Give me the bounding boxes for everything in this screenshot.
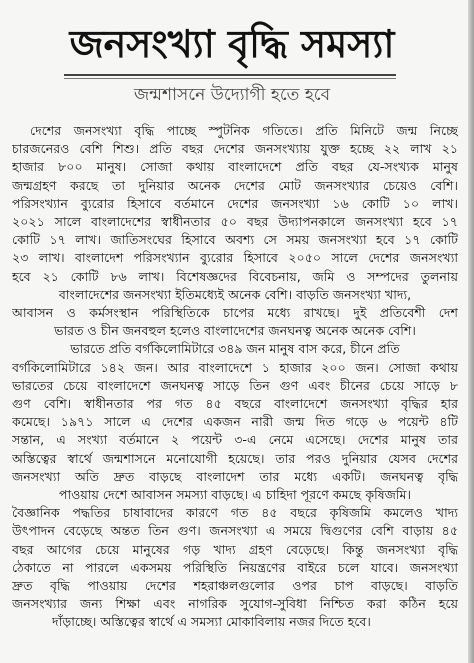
body-line: ঠেকাতে না পারলে একসময় পরিস্থিতি নিয়ন্ত্রণের বাইরে চলে যাবে। জনসংখ্যা (12, 559, 458, 575)
body-line: উৎপাদন বেড়েছে অন্তত তিন গুণ। জনসংখ্যা এ সময়ে দ্বিগুণের বেশি বাড়ায় ৪৫ (12, 523, 458, 539)
body-line: বছর আগের চেয়ে মানুষের গড় খাদ্য গ্রহণ বেড়েছে। কিন্তু জনসংখ্যা বৃদ্ধি (12, 541, 458, 557)
page-edge-shadow (468, 0, 474, 663)
body-line: বাংলাদেশের জনসংখ্যা ইতিমধ্যেই অনেক বেশি। বাড়তি জনসংখ্যা খাদ্য, (58, 286, 412, 302)
body-line: হাজার ৮০০ মানুষ। সোজা কথায় বাংলাদেশে প্রতি বছর যে-সংখ্যক মানুষ (12, 159, 458, 175)
body-line: বর্গকিলোমিটারে ১৪২ জন। আর বাংলাদেশে ১ হাজার ২০০ জন। সোজা কথায় (12, 359, 458, 375)
body-line: আবাসন ও কর্মসংস্থান পরিস্থিতিকে চাপের মধ্যে রাখছে। দুই প্রতিবেশী দেশ (12, 305, 458, 321)
body-line: দ্রুত বৃদ্ধি পাওয়ায় দেশের শহরাঞ্চলগুলোর ওপর চাপ বাড়ছে। বাড়তি (12, 578, 458, 594)
article-headline: জনসংখ্যা বৃদ্ধি সমস্যা (69, 22, 395, 66)
body-line: হবে ২১ কোটি ৮৬ লাখ। বিশেষজ্ঞদের বিবেচনায়, জমি ও সম্পদের তুলনায় (12, 268, 458, 284)
body-line: বৈজ্ঞানিক পদ্ধতির চাষাবাদের কারণে গত ৪৫ বছরে কৃষিজমি কমলেও খাদ্য (12, 505, 458, 521)
body-line: দাঁড়াচ্ছে। অস্তিত্বের স্বার্থে এ সমস্যা মোকাবিলায় নজর দিতে হবে। (52, 614, 371, 630)
article-body (12, 122, 458, 632)
body-line: কোটি ১৭ লাখ। জাতিসংঘের হিসাবে অবশ্য সে সময় জনসংখ্যা হবে ১৭ কোটি (12, 232, 458, 248)
body-line: সন্তান, এ সংখ্যা বর্তমানে ২ পয়েন্ট ৩-এ নেমে এসেছে। দেশের মানুষ তার (12, 432, 458, 448)
body-line: ২৩ লাখ। বাংলাদেশ পরিসংখ্যান ব্যুরোর হিসাবে ২০৫০ সালে দেশের জনসংখ্যা (12, 250, 458, 266)
body-line: গুণ বেশি। স্বাধীনতার পর গত ৪৫ বছরে বাংলাদেশে জনসংখ্যা বৃদ্ধির হার (12, 396, 458, 412)
body-line: ভারতের চেয়ে বাংলাদেশে জনঘনত্ব সাড়ে তিন গুণ এবং চীনের চেয়ে সাড়ে ৮ (12, 377, 458, 393)
body-line: ভারত ও চীন জনবহুল হলেও বাংলাদেশের জনঘনত্ব অনেক অনেক বেশি। (54, 323, 416, 339)
headline-rule (64, 74, 396, 76)
body-line: ২০২১ সালে বাংলাদেশের স্বাধীনতার ৫০ বছর উদ্যাপনকালে জনসংখ্যা হবে ১৭ (12, 214, 458, 230)
body-line: কমেছে। ১৯৭১ সালে এ দেশের একজন নারী জন্ম দিত গড়ে ৬ পয়েন্ট ৪টি (12, 414, 458, 430)
headline-rule-thin (64, 78, 396, 79)
body-line: পরিসংখ্যান ব্যুরোর হিসাবে বর্তমানে দেশের জনসংখ্যা ১৬ কোটি ১০ লাখ। (12, 195, 458, 211)
body-line: ভারতে প্রতি বর্গকিলোমিটারে ৩৪৯ জন মানুষ বাস করে, চীনে প্রতি (70, 341, 400, 357)
body-line: জন্মগ্রহণ করছে তা দুনিয়ার অনেক দেশের মোট জনসংখ্যার চেয়েও বেশি। (12, 177, 458, 193)
article-subheadline: জন্মশাসনে উদ্যোগী হতে হবে (133, 85, 331, 105)
body-line: অস্তিত্বের স্বার্থে জন্মশাসনে মনোযোগী হয়েছে। তার পরও দুনিয়ার যেসব দেশের (12, 450, 458, 466)
body-line: পাওয়ায় দেশে আবাসন সমস্যা বাড়ছে। এ চাহিদা পূরণে কমছে কৃষিজমি। (58, 487, 412, 503)
body-line: জনসংখ্যার জন্য শিক্ষা এবং নাগরিক সুযোগ-সুবিধা নিশ্চিত করা কঠিন হয়ে (12, 596, 458, 612)
body-line: জনসংখ্যা অতি দ্রুত বাড়ছে বাংলাদেশ তার মধ্যে একটি। জনঘনত্ব বৃদ্ধি (12, 468, 458, 484)
body-line: চারজনেরও বেশি শিশু। প্রতি বছর দেশের জনসংখ্যায় যুক্ত হচ্ছে ২২ লাখ ২১ (12, 141, 458, 157)
body-line: দেশের জনসংখ্যা বৃদ্ধি পাচ্ছে স্পুটনিক গতিতে। প্রতি মিনিটে জন্ম নিচ্ছে (30, 123, 458, 138)
